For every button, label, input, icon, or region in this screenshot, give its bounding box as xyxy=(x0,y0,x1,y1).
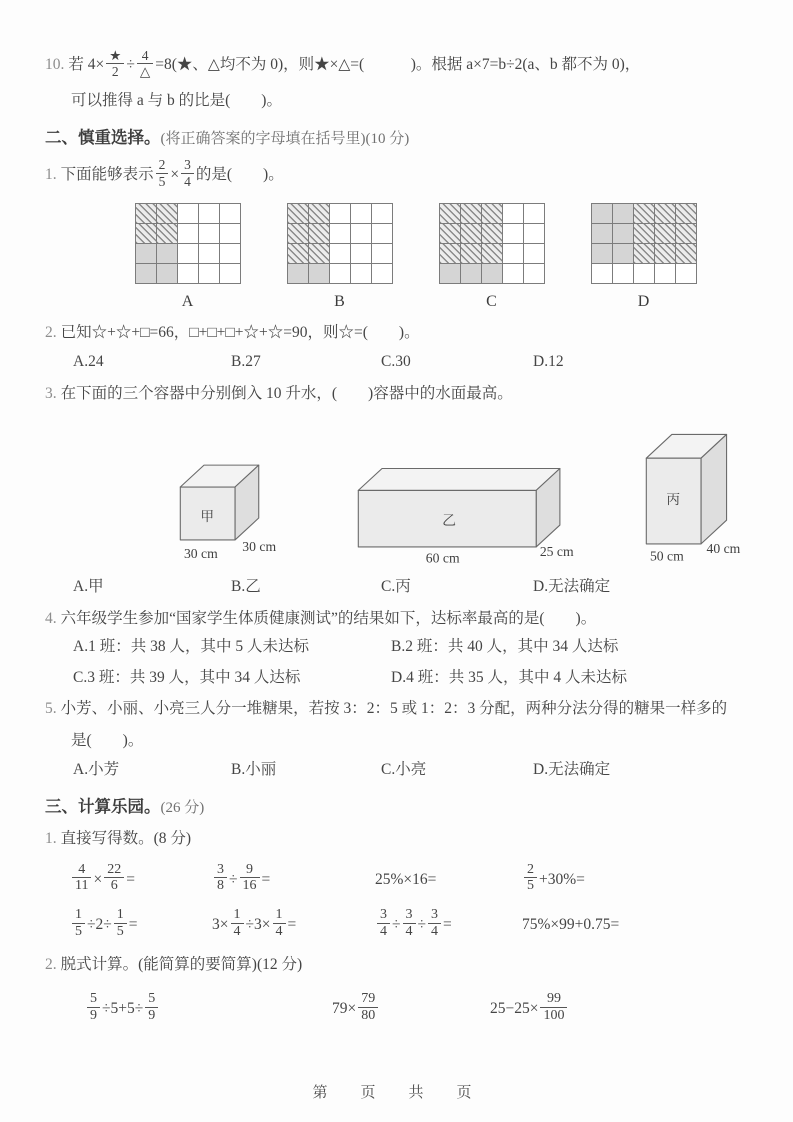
question-3-text: 在下面的三个容器中分别倒入 10 升水，( )容器中的水面最高。 xyxy=(60,384,513,402)
formula-text: 75%×99+0.75= xyxy=(522,916,620,934)
grid-cell xyxy=(461,244,482,264)
grid-cell xyxy=(461,264,482,284)
fraction: $\frac{★}{2}$ xyxy=(106,48,124,79)
container-bing-side-dim: 40 cm xyxy=(706,541,741,557)
option-c: C.3 班：共 39 人，其中 34 人达标 xyxy=(73,668,301,686)
option-a: A.1 班：共 38 人，其中 5 人未达标 xyxy=(73,638,309,656)
calc-expression xyxy=(85,990,332,1025)
calc-expression xyxy=(490,990,767,1025)
grid-cell xyxy=(309,264,330,284)
option-d: D.12 xyxy=(533,353,564,371)
grid-cell xyxy=(592,244,613,264)
grid-a-label: A xyxy=(181,292,195,310)
grid-cell xyxy=(220,264,241,284)
calc-expression xyxy=(522,861,767,896)
fraction: $\frac{3}{4}$ xyxy=(377,907,390,939)
grid-cell xyxy=(613,224,634,244)
grid-cell xyxy=(524,224,545,244)
grid-a-cells xyxy=(135,203,241,284)
formula-text: = xyxy=(287,916,297,934)
question-4 xyxy=(45,608,767,630)
grid-cell xyxy=(503,224,524,244)
question-2-options xyxy=(45,351,767,373)
option-b: B.2 班：共 40 人，其中 34 人达标 xyxy=(391,638,619,656)
fraction: $\frac{3}{4}$ xyxy=(181,157,194,188)
calc-q2-title-text: 脱式计算。(能简算的要简算)(12 分) xyxy=(60,956,303,974)
question-1-formula xyxy=(61,159,284,190)
formula-text: 3× xyxy=(212,916,229,934)
fraction: $\frac{1}{5}$ xyxy=(72,907,85,939)
formula-text: 25−25× xyxy=(490,999,539,1017)
grid-cell xyxy=(351,244,372,264)
container-yi-diagram xyxy=(351,441,581,569)
grid-cell xyxy=(655,204,676,224)
grid-cell xyxy=(676,224,697,244)
question-number: 4. xyxy=(45,609,57,627)
grid-diagram-c xyxy=(439,203,545,313)
option-d: D.无法确定 xyxy=(533,761,611,779)
formula-text: = xyxy=(128,916,138,934)
grid-cell xyxy=(461,224,482,244)
grid-diagram-b xyxy=(287,203,393,313)
container-jia-bottom-dim: 30 cm xyxy=(183,546,218,562)
grid-cell xyxy=(288,204,309,224)
fraction: $\frac{2}{5}$ xyxy=(156,157,169,188)
grid-cell xyxy=(613,264,634,284)
grid-cell xyxy=(330,264,351,284)
question-5 xyxy=(45,698,767,720)
question-5-line1: 小芳、小丽、小亮三人分一堆糖果，若按 3：2：5 或 1：2：3 分配，两种分法分得的糖果一样多的 xyxy=(60,700,728,718)
question-number: 2. xyxy=(45,956,57,974)
grid-cell xyxy=(136,244,157,264)
grid-cell xyxy=(503,204,524,224)
fraction: $\frac{2}{5}$ xyxy=(524,862,537,894)
grid-cell xyxy=(592,204,613,224)
grid-cell xyxy=(288,264,309,284)
grid-cell xyxy=(482,244,503,264)
grid-cell xyxy=(330,224,351,244)
grid-cell xyxy=(220,244,241,264)
question-10-line1 xyxy=(45,50,767,81)
grid-cell xyxy=(634,264,655,284)
grid-cell xyxy=(655,224,676,244)
section-3-header xyxy=(45,795,767,820)
grid-cell xyxy=(199,204,220,224)
fraction: $\frac{1}{4}$ xyxy=(273,907,286,939)
container-bing-bottom-dim: 50 cm xyxy=(650,548,685,564)
grid-cell xyxy=(351,224,372,244)
grid-cell xyxy=(157,244,178,264)
formula-text: ÷ xyxy=(417,916,427,934)
grid-cell xyxy=(136,204,157,224)
grid-cell xyxy=(613,244,634,264)
question-number: 1. xyxy=(45,165,57,183)
formula-text: ÷ xyxy=(126,56,135,74)
option-a: A.小芳 xyxy=(73,761,120,779)
question-number: 5. xyxy=(45,700,57,718)
question-3 xyxy=(45,383,767,405)
calc-expression xyxy=(375,909,522,941)
question-10-formula xyxy=(68,50,640,81)
calc-expression xyxy=(70,861,212,896)
container-yi-bottom-dim: 60 cm xyxy=(426,550,461,566)
container-bing-name: 丙 xyxy=(666,492,681,508)
fraction: $\frac{3}{4}$ xyxy=(428,907,441,939)
grid-cell xyxy=(655,264,676,284)
question-number: 10. xyxy=(45,56,65,74)
option-b: B.小丽 xyxy=(231,761,277,779)
formula-text: = xyxy=(443,916,452,934)
grid-cell xyxy=(676,204,697,224)
grid-cell xyxy=(372,204,393,224)
question-5-options xyxy=(45,759,767,781)
formula-text: ÷3× xyxy=(245,916,271,934)
grid-b-label: B xyxy=(334,292,346,310)
calc-q2-title xyxy=(45,954,767,976)
grid-cell xyxy=(503,244,524,264)
grid-cell xyxy=(634,244,655,264)
grid-cell xyxy=(461,204,482,224)
grid-cell xyxy=(199,244,220,264)
fraction: $\frac{99}{100}$ xyxy=(540,991,567,1023)
option-d: D.4 班：共 35 人，其中 4 人未达标 xyxy=(391,668,627,686)
grid-cell xyxy=(613,204,634,224)
option-c: C.小亮 xyxy=(381,761,427,779)
grid-cell xyxy=(157,204,178,224)
grid-cell xyxy=(220,204,241,224)
grid-cell xyxy=(482,224,503,244)
section-2-header xyxy=(45,126,767,151)
grid-cell xyxy=(440,224,461,244)
formula-text: ÷5+5÷ xyxy=(102,999,144,1017)
grid-d-cells xyxy=(591,203,697,284)
calc-q1-title xyxy=(45,828,767,850)
grid-cell xyxy=(524,264,545,284)
fraction: $\frac{79}{80}$ xyxy=(358,991,378,1023)
grid-cell xyxy=(634,204,655,224)
calc-expression xyxy=(212,909,375,941)
grid-cell xyxy=(372,224,393,244)
fraction: $\frac{5}{9}$ xyxy=(87,991,100,1023)
formula-text: 25%×16= xyxy=(375,870,437,888)
calc-row-1 xyxy=(45,861,767,896)
question-2 xyxy=(45,322,767,344)
grid-c-cells xyxy=(439,203,545,284)
section-2-title: 二、慎重选择。 xyxy=(45,127,161,147)
grid-cell xyxy=(330,204,351,224)
grid-cell xyxy=(351,204,372,224)
grid-diagram-a xyxy=(135,203,241,313)
grid-cell xyxy=(655,244,676,264)
grid-cell xyxy=(592,224,613,244)
fraction: $\frac{4}{\triangle}$ xyxy=(137,48,153,79)
grid-cell xyxy=(330,244,351,264)
calc-expression xyxy=(375,869,522,891)
grid-cell xyxy=(157,264,178,284)
container-jia-name: 甲 xyxy=(200,509,215,525)
grid-b-cells xyxy=(287,203,393,284)
formula-text: 若 4× xyxy=(68,56,105,74)
fraction: $\frac{4}{11}$ xyxy=(72,862,91,894)
formula-text: 下面能够表示 xyxy=(60,165,154,183)
grid-cell xyxy=(309,224,330,244)
grid-cell xyxy=(634,224,655,244)
grid-cell xyxy=(178,204,199,224)
grid-cell xyxy=(592,264,613,284)
formula-text: ÷ xyxy=(392,916,401,934)
section-2-subtitle: (将正确答案的字母填在括号里)(10 分) xyxy=(160,130,410,147)
grid-cell xyxy=(136,224,157,244)
calc-expression xyxy=(212,861,375,896)
section-3-subtitle: (26 分) xyxy=(160,799,205,816)
formula-text: ÷ xyxy=(229,870,238,888)
grid-cell xyxy=(309,244,330,264)
container-bing-diagram xyxy=(639,413,767,569)
fraction-grid-row xyxy=(45,203,767,313)
grid-cell xyxy=(676,244,697,264)
option-a: A.24 xyxy=(73,353,104,371)
container-yi-side-dim: 25 cm xyxy=(540,544,575,560)
grid-diagram-d xyxy=(591,203,697,313)
grid-cell xyxy=(199,224,220,244)
fraction: $\frac{3}{8}$ xyxy=(214,862,227,894)
grid-cell xyxy=(351,264,372,284)
option-c: C.丙 xyxy=(381,578,411,596)
grid-cell xyxy=(524,244,545,264)
formula-text: = xyxy=(261,870,271,888)
question-5-line2: 是( )。 xyxy=(71,731,144,749)
fraction: $\frac{5}{9}$ xyxy=(145,991,158,1023)
grid-cell xyxy=(178,244,199,264)
grid-cell xyxy=(220,224,241,244)
formula-text: × xyxy=(93,870,103,888)
grid-c-label: C xyxy=(486,292,498,310)
formula-text: ÷2÷ xyxy=(87,916,112,934)
formula-text: +30%= xyxy=(539,870,585,888)
container-yi-name: 乙 xyxy=(442,513,457,529)
grid-cell xyxy=(136,264,157,284)
formula-text: =8(★、△均不为 0)，则★×△=( )。根据 a×7=b÷2(a、b 都不为 0)， xyxy=(155,56,641,74)
formula-text: 79× xyxy=(332,999,357,1017)
option-b: B.乙 xyxy=(231,578,261,596)
grid-cell xyxy=(157,224,178,244)
question-4-options xyxy=(45,636,767,689)
option-b: B.27 xyxy=(231,353,261,371)
calc-row-2 xyxy=(45,909,767,941)
option-a: A.甲 xyxy=(73,578,104,596)
question-1 xyxy=(45,159,767,190)
fraction: $\frac{3}{4}$ xyxy=(403,907,416,939)
grid-d-label: D xyxy=(637,292,651,310)
grid-cell xyxy=(178,264,199,284)
fraction: $\frac{1}{5}$ xyxy=(114,907,127,939)
grid-cell xyxy=(199,264,220,284)
question-4-text: 六年级学生参加“国家学生体质健康测试”的结果如下，达标率最高的是( )。 xyxy=(60,609,597,627)
option-d: D.无法确定 xyxy=(533,578,611,596)
container-jia-side-dim: 30 cm xyxy=(242,539,277,555)
question-3-options xyxy=(45,576,767,598)
calc-q1-title-text: 直接写得数。(8 分) xyxy=(60,830,192,848)
grid-cell xyxy=(440,264,461,284)
question-10 xyxy=(45,50,767,113)
grid-cell xyxy=(482,264,503,284)
grid-cell xyxy=(440,204,461,224)
grid-cell xyxy=(482,204,503,224)
fraction: $\frac{1}{4}$ xyxy=(231,907,244,939)
question-number: 2. xyxy=(45,323,57,341)
formula-text: 的是( )。 xyxy=(195,165,284,183)
calc-row-3 xyxy=(45,990,767,1025)
formula-text: = xyxy=(126,870,135,888)
grid-cell xyxy=(440,244,461,264)
grid-cell xyxy=(309,204,330,224)
fraction: $\frac{9}{16}$ xyxy=(240,862,260,894)
grid-cell xyxy=(676,264,697,284)
calc-expression xyxy=(332,990,490,1025)
grid-cell xyxy=(372,244,393,264)
grid-cell xyxy=(288,244,309,264)
question-number: 1. xyxy=(45,830,57,848)
grid-cell xyxy=(503,264,524,284)
fraction: $\frac{22}{6}$ xyxy=(104,862,124,894)
formula-text: × xyxy=(170,165,180,183)
option-c: C.30 xyxy=(381,353,411,371)
section-3-title: 三、计算乐园。 xyxy=(45,796,161,816)
container-jia-diagram xyxy=(173,447,293,569)
question-2-text: 已知☆+☆+□=66，□+□+□+☆+☆=90，则☆=( )。 xyxy=(60,323,420,341)
grid-cell xyxy=(524,204,545,224)
question-10-line2: 可以推得 a 与 b 的比是( )。 xyxy=(71,92,282,110)
grid-cell xyxy=(178,224,199,244)
grid-cell xyxy=(372,264,393,284)
page-footer: 第 页 共 页 xyxy=(312,1085,481,1102)
calc-expression xyxy=(522,914,767,936)
grid-cell xyxy=(288,224,309,244)
container-diagram-row xyxy=(45,413,767,569)
calc-expression xyxy=(70,909,212,941)
question-number: 3. xyxy=(45,384,57,402)
